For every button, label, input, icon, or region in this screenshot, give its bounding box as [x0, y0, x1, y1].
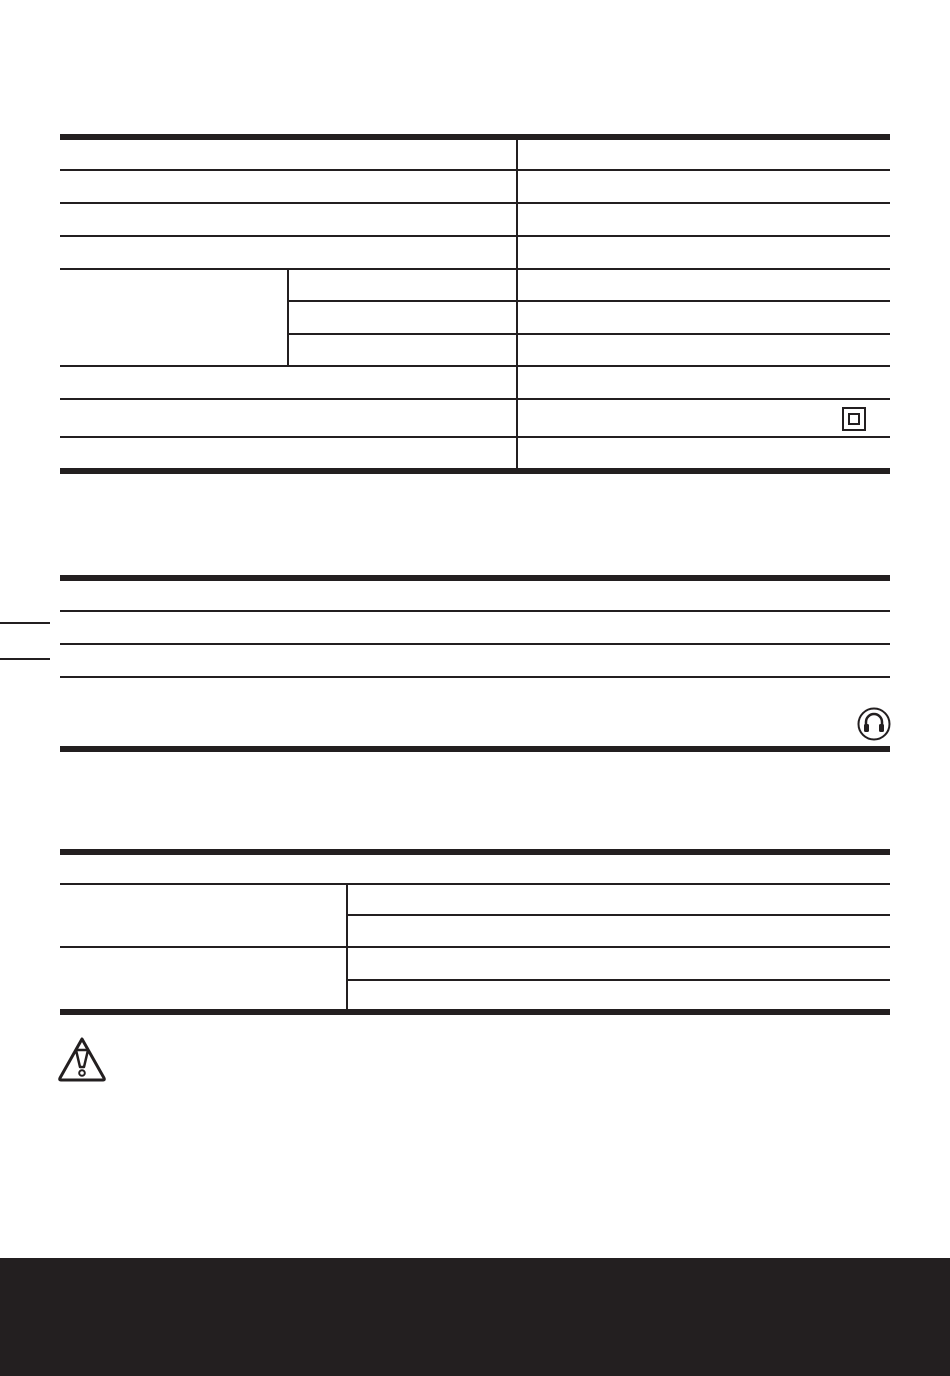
margin-tab-mark: [0, 622, 50, 624]
table1-column-divider: [516, 140, 518, 468]
table2-top-rule: [60, 575, 890, 581]
table1-row-divider: [60, 436, 890, 438]
table1-subrow-divider: [288, 300, 890, 302]
table1-bottom-rule: [60, 468, 890, 474]
table1-top-rule: [60, 134, 890, 140]
table3-row-divider: [60, 883, 890, 885]
double-square-icon: [842, 407, 866, 431]
table3-row-divider: [60, 946, 890, 948]
table1-row-divider: [60, 398, 890, 400]
warning-triangle-icon: [57, 1036, 107, 1082]
table3-column-divider: [346, 883, 348, 1009]
margin-tab-mark: [0, 658, 50, 660]
table1-subcolumn-divider: [287, 268, 289, 365]
table2-row-divider: [60, 610, 890, 612]
footer-band: [0, 1258, 950, 1376]
table1-subrow-divider: [288, 333, 890, 335]
table1-row-divider: [60, 365, 890, 367]
table2-row-divider: [60, 643, 890, 645]
table3-subrow-divider: [347, 914, 890, 916]
table3-subrow-divider: [347, 979, 890, 981]
table2-bottom-rule: [60, 746, 890, 752]
table1-row-divider: [60, 202, 890, 204]
table1-row-divider: [60, 268, 890, 270]
table3-bottom-rule: [60, 1009, 890, 1015]
table3-top-rule: [60, 849, 890, 855]
ear-protection-icon: [857, 707, 891, 741]
table1-row-divider: [60, 235, 890, 237]
table1-row-divider: [60, 169, 890, 171]
table2-row-divider: [60, 676, 890, 678]
